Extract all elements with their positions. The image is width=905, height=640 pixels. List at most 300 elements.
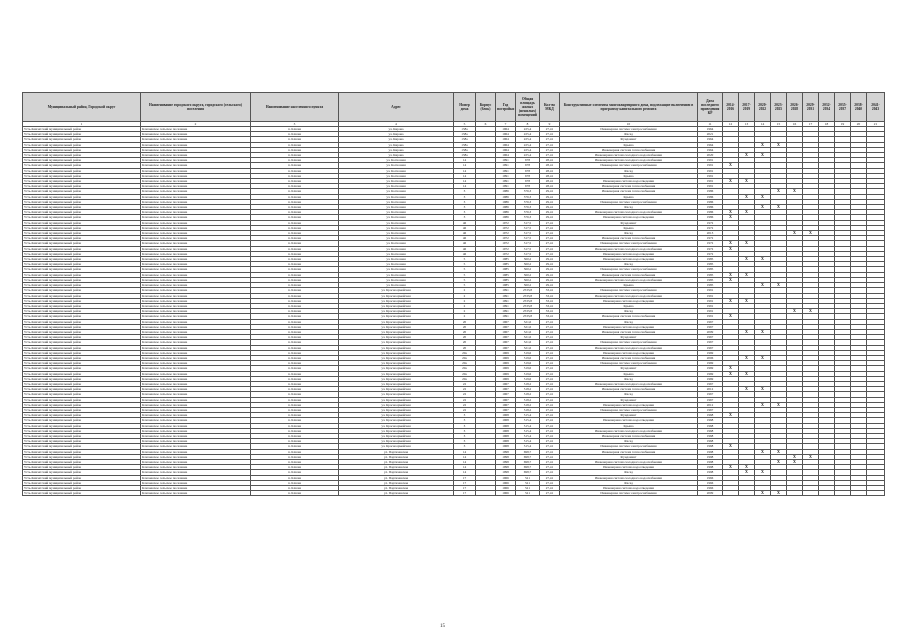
district-cell: Усть-Камчатский муниципальный район [23,397,141,402]
count-cell: 27,41 [540,449,560,454]
house-number-cell: 46 [454,241,476,246]
locality-cell: п. Ключи [251,465,339,470]
count-cell: 29,41 [540,267,560,272]
last-repair-cell: 1969 [698,361,723,366]
last-repair-cell: 1986 [698,210,723,215]
house-number-cell: 2 [454,309,476,314]
area-cell: 698,7 [516,470,540,475]
build-year-cell: 1985 [496,272,516,277]
element-cell: Инженерная система водоотведения [560,257,698,262]
settlement-cell: Ключевское сельское поселение [141,329,251,334]
settlement-cell: Ключевское сельское поселение [141,147,251,152]
locality-cell: п. Ключи [251,491,339,496]
district-cell: Усть-Камчатский муниципальный район [23,454,141,459]
house-number-cell: 20а [454,350,476,355]
build-year-cell: 1991 [496,298,516,303]
district-cell: Усть-Камчатский муниципальный район [23,231,141,236]
period-cell: X [771,402,787,407]
area-cell: 2533,8 [516,288,540,293]
count-cell: 27,41 [540,335,560,340]
element-cell: Фундамент [560,397,698,402]
locality-cell: п. Ключи [251,371,339,376]
count-cell: 27,41 [540,376,560,381]
settlement-cell: Ключевское сельское поселение [141,199,251,204]
element-cell: Фундамент [560,413,698,418]
locality-cell: п. Ключи [251,303,339,308]
settlement-cell: Ключевское сельское поселение [141,194,251,199]
house-number-cell: 14 [454,460,476,465]
locality-cell: п. Ключи [251,277,339,282]
house-number-cell: 22 [454,402,476,407]
settlement-cell: Ключевское сельское поселение [141,314,251,319]
locality-cell: п. Ключи [251,319,339,324]
element-cell: Инженерная система холодного водоснабжения [560,460,698,465]
area-cell: 678 [516,163,540,168]
address-cell: ул. Кирова [339,127,454,132]
count-cell: 27,41 [540,225,560,230]
settlement-cell: Ключевское сельское поселение [141,298,251,303]
locality-cell: п. Ключи [251,210,339,215]
build-year-cell: 1967 [496,335,516,340]
last-repair-cell: 1968 [698,444,723,449]
last-repair-cell: 1991 [698,179,723,184]
settlement-cell: Ключевское сельское поселение [141,262,251,267]
build-year-cell: 1991 [496,158,516,163]
locality-cell: п. Ключи [251,376,339,381]
last-repair-cell: 1986 [698,199,723,204]
period-cell: X [723,241,739,246]
last-repair-cell: 1991 [698,293,723,298]
build-year-cell: 1985 [496,267,516,272]
count-cell: 27,41 [540,345,560,350]
address-cell: ул. Колхозная [339,251,454,256]
address-cell: ул. Кирова [339,132,454,137]
house-number-cell: 3 [454,189,476,194]
last-repair-cell: 1964 [698,142,723,147]
settlement-cell: Ключевское сельское поселение [141,340,251,345]
element-cell: Крыша [560,371,698,376]
area-cell: 518,2 [516,387,540,392]
locality-cell: п. Ключи [251,194,339,199]
table-header [23,93,885,127]
locality-cell: п. Ключи [251,402,339,407]
build-year-cell: 1964 [496,127,516,132]
area-cell: 317,5 [516,231,540,236]
locality-cell: п. Ключи [251,184,339,189]
district-cell: Усть-Камчатский муниципальный район [23,381,141,386]
address-cell: ул. Партизанская [339,449,454,454]
element-cell: Фасад [560,132,698,137]
period-cell: X [803,231,819,236]
element-cell: Инженерная система электроснабжения [560,407,698,412]
district-cell: Усть-Камчатский муниципальный район [23,433,141,438]
district-cell: Усть-Камчатский муниципальный район [23,303,141,308]
district-cell: Усть-Камчатский муниципальный район [23,340,141,345]
last-repair-cell: 1969 [698,350,723,355]
last-repair-cell: 1998 [698,449,723,454]
build-year-cell: 1967 [496,345,516,350]
period-cell: X [723,215,739,220]
settlement-cell: Ключевское сельское поселение [141,137,251,142]
element-cell: Инженерная система холодного водоснабжения [560,246,698,251]
house-number-cell: 138а [454,127,476,132]
district-cell: Усть-Камчатский муниципальный район [23,298,141,303]
column-header: Наименование городского округа, городского (сельского) поселения [141,93,251,122]
area-cell: 698,7 [516,454,540,459]
build-year-cell: 1964 [496,132,516,137]
column-header: 2029-2031 [803,93,819,122]
locality-cell: п. Ключи [251,132,339,137]
element-cell: Фасад [560,319,698,324]
period-cell: X [723,277,739,282]
count-cell: 29,41 [540,199,560,204]
element-cell: Инженерная система электроснабжения [560,127,698,132]
settlement-cell: Ключевское сельское поселение [141,303,251,308]
area-cell: 317,5 [516,236,540,241]
column-number: 13 [739,122,755,127]
count-cell: 33,41 [540,298,560,303]
build-year-cell: 1991 [496,293,516,298]
locality-cell: п. Ключи [251,460,339,465]
period-cell [739,491,755,496]
element-cell: Инженерная система водоотведения [560,298,698,303]
element-cell: Фасад [560,376,698,381]
district-cell: Усть-Камчатский муниципальный район [23,475,141,480]
last-repair-cell: 2009 [698,491,723,496]
district-cell: Усть-Камчатский муниципальный район [23,376,141,381]
period-cell: X [787,454,803,459]
last-repair-cell: 1968 [698,423,723,428]
count-cell: 27,41 [540,241,560,246]
element-cell: Фасад [560,470,698,475]
area-cell: 521,6 [516,319,540,324]
locality-cell: п. Ключи [251,486,339,491]
area-cell: 317,5 [516,220,540,225]
period-cell: X [755,470,771,475]
count-cell: 27,41 [540,407,560,412]
area-cell: 518,2 [516,392,540,397]
count-cell: 27,41 [540,137,560,142]
column-header: 2032-2034 [819,93,835,122]
area-cell: 576,3 [516,210,540,215]
build-year-cell: 1985 [496,257,516,262]
count-cell: 27,41 [540,480,560,485]
column-header: Номер дома [454,93,476,122]
count-cell: 27,41 [540,366,560,371]
settlement-cell: Ключевское сельское поселение [141,283,251,288]
district-cell: Усть-Камчатский муниципальный район [23,251,141,256]
area-cell: 2533,8 [516,303,540,308]
house-number-cell: 138а [454,137,476,142]
column-header: 2023-2025 [771,93,787,122]
locality-cell: п. Ключи [251,283,339,288]
settlement-cell: Ключевское сельское поселение [141,381,251,386]
locality-cell: п. Ключи [251,199,339,204]
element-cell: Инженерная система холодного водоснабжения [560,210,698,215]
build-year-cell: 1972 [496,225,516,230]
district-cell: Усть-Камчатский муниципальный район [23,220,141,225]
locality-cell: п. Ключи [251,251,339,256]
settlement-cell: Ключевское сельское поселение [141,465,251,470]
locality-cell: п. Ключи [251,413,339,418]
count-cell: 27,41 [540,127,560,132]
element-cell: Фасад [560,439,698,444]
build-year-cell: 1972 [496,246,516,251]
locality-cell: п. Ключи [251,433,339,438]
last-repair-cell: 2012 [698,402,723,407]
area-cell: 518,2 [516,397,540,402]
address-cell: ул. Партизанская [339,465,454,470]
address-cell: ул. Партизанская [339,460,454,465]
period-cell: X [755,329,771,334]
last-repair-cell: 1967 [698,324,723,329]
house-number-cell: 22 [454,392,476,397]
address-cell: ул. Кирова [339,153,454,158]
period-cell: X [723,272,739,277]
last-repair-cell: 1986 [698,194,723,199]
column-number: 15 [771,122,787,127]
element-cell: Крыша [560,194,698,199]
address-cell: ул. Красноармейская [339,433,454,438]
period-cell: X [739,194,755,199]
period-cell: X [787,189,803,194]
element-cell: Инженерная система электроснабжения [560,199,698,204]
last-repair-cell: 1968 [698,439,723,444]
column-header: Дата последнего проведения КР [698,93,723,122]
district-cell: Усть-Камчатский муниципальный район [23,215,141,220]
district-cell: Усть-Камчатский муниципальный район [23,236,141,241]
period-cell: X [739,179,755,184]
locality-cell: п. Ключи [251,407,339,412]
count-cell: 28,41 [540,179,560,184]
locality-cell: п. Ключи [251,428,339,433]
district-cell: Усть-Камчатский муниципальный район [23,137,141,142]
house-number-cell: 5 [454,257,476,262]
element-cell: Инженерная система водоотведения [560,465,698,470]
last-repair-cell: 1967 [698,345,723,350]
settlement-cell: Ключевское сельское поселение [141,236,251,241]
district-cell: Усть-Камчатский муниципальный район [23,277,141,282]
last-repair-cell: 1991 [698,303,723,308]
last-repair-cell: 1991 [698,168,723,173]
last-repair-cell: 1991 [698,158,723,163]
settlement-cell: Ключевское сельское поселение [141,428,251,433]
period-cell: X [771,491,787,496]
address-cell: ул. Кирова [339,147,454,152]
column-header: Корпус (блок) [476,93,496,122]
count-cell: 33,41 [540,309,560,314]
build-year-cell: 1964 [496,153,516,158]
settlement-cell: Ключевское сельское поселение [141,189,251,194]
build-year-cell: 1985 [496,277,516,282]
district-cell: Усть-Камчатский муниципальный район [23,350,141,355]
address-cell: ул. Колхозная [339,194,454,199]
area-cell: 515,4 [516,418,540,423]
district-cell: Усть-Камчатский муниципальный район [23,314,141,319]
element-cell: Инженерная система водоотведения [560,251,698,256]
address-cell: ул. Колхозная [339,225,454,230]
house-number-cell: 138а [454,132,476,137]
count-cell: 27,41 [540,355,560,360]
settlement-cell: Ключевское сельское поселение [141,407,251,412]
build-year-cell: 1966 [496,480,516,485]
locality-cell: п. Ключи [251,189,339,194]
house-number-cell: 20 [454,345,476,350]
count-cell: 27,41 [540,324,560,329]
period-cell: X [739,153,755,158]
locality-cell: п. Ключи [251,470,339,475]
address-cell: ул. Партизанская [339,480,454,485]
locality-cell: п. Ключи [251,127,339,132]
area-cell: 576,3 [516,215,540,220]
locality-cell: п. Ключи [251,272,339,277]
count-cell: 29,41 [540,277,560,282]
district-cell: Усть-Камчатский муниципальный район [23,194,141,199]
element-cell: Инженерная система теплоснабжения [560,272,698,277]
element-cell: Инженерная система холодного водоснабжения [560,381,698,386]
period-cell: X [787,460,803,465]
last-repair-cell: 1985 [698,283,723,288]
last-repair-cell: 1964 [698,137,723,142]
build-year-cell: 1969 [496,366,516,371]
build-year-cell: 1972 [496,231,516,236]
last-repair-cell: 1968 [698,433,723,438]
house-number-cell: 14 [454,184,476,189]
house-number-cell: 138а [454,142,476,147]
locality-cell: п. Ключи [251,267,339,272]
district-cell: Усть-Камчатский муниципальный район [23,444,141,449]
address-cell: ул. Колхозная [339,267,454,272]
locality-cell: п. Ключи [251,397,339,402]
last-repair-cell: 1967 [698,381,723,386]
locality-cell: п. Ключи [251,298,339,303]
settlement-cell: Ключевское сельское поселение [141,179,251,184]
district-cell: Усть-Камчатский муниципальный район [23,309,141,314]
build-year-cell: 1998 [496,460,516,465]
last-repair-cell: 1991 [698,314,723,319]
address-cell: ул. Красноармейская [339,324,454,329]
build-year-cell: 1968 [496,423,516,428]
period-cell: X [787,309,803,314]
district-cell: Усть-Камчатский муниципальный район [23,428,141,433]
house-number-cell: 3 [454,413,476,418]
area-cell: 576,3 [516,194,540,199]
settlement-cell: Ключевское сельское поселение [141,418,251,423]
settlement-cell: Ключевское сельское поселение [141,231,251,236]
area-cell: 515,4 [516,428,540,433]
element-cell: Фасад [560,231,698,236]
house-number-cell: 3 [454,428,476,433]
settlement-cell: Ключевское сельское поселение [141,335,251,340]
address-cell: ул. Красноармейская [339,298,454,303]
district-cell: Усть-Камчатский муниципальный район [23,288,141,293]
district-cell: Усть-Камчатский муниципальный район [23,262,141,267]
build-year-cell: 1998 [496,454,516,459]
element-cell: Инженерная система водоотведения [560,402,698,407]
house-number-cell: 5 [454,262,476,267]
address-cell: ул. Колхозная [339,163,454,168]
address-cell: ул. Красноармейская [339,293,454,298]
last-repair-cell: 1967 [698,407,723,412]
element-cell: Инженерная система электроснабжения [560,267,698,272]
address-cell: ул. Красноармейская [339,444,454,449]
address-cell: ул. Красноармейская [339,402,454,407]
build-year-cell: 1967 [496,324,516,329]
address-cell: ул. Красноармейская [339,397,454,402]
element-cell: Фундамент [560,366,698,371]
area-cell: 698,7 [516,460,540,465]
locality-cell: п. Ключи [251,392,339,397]
period-cell: X [803,309,819,314]
address-cell: ул. Красноармейская [339,392,454,397]
last-repair-cell: 1985 [698,272,723,277]
element-cell: Инженерная система теплоснабжения [560,355,698,360]
last-repair-cell: 1966 [698,475,723,480]
last-repair-cell: 2012 [698,387,723,392]
district-cell: Усть-Камчатский муниципальный район [23,293,141,298]
period-cell: X [723,298,739,303]
count-cell: 27,41 [540,491,560,496]
house-number-cell: 2 [454,293,476,298]
locality-cell: п. Ключи [251,137,339,142]
build-year-cell: 1967 [496,397,516,402]
column-number: 17 [803,122,819,127]
area-cell: 521,6 [516,335,540,340]
period-cell [819,491,835,496]
element-cell: Инженерная система холодного водоснабжения [560,475,698,480]
house-number-cell: 5 [454,272,476,277]
settlement-cell: Ключевское сельское поселение [141,324,251,329]
build-year-cell: 1991 [496,314,516,319]
count-cell: 27,41 [540,470,560,475]
district-cell: Усть-Камчатский муниципальный район [23,324,141,329]
house-number-cell: 22 [454,407,476,412]
settlement-cell: Ключевское сельское поселение [141,246,251,251]
area-cell: 225,4 [516,142,540,147]
house-number-cell: 46 [454,225,476,230]
last-repair-cell: 1968 [698,428,723,433]
period-cell: X [723,366,739,371]
locality-cell: п. Ключи [251,163,339,168]
house-number-cell: 2 [454,298,476,303]
locality-cell: п. Ключи [251,444,339,449]
build-year-cell: 1967 [496,381,516,386]
district-cell: Усть-Камчатский муниципальный район [23,470,141,475]
locality-cell: п. Ключи [251,231,339,236]
area-cell: 521,6 [516,324,540,329]
count-cell: 27,41 [540,147,560,152]
column-number: 21 [867,122,885,127]
build-year-cell: 1998 [496,449,516,454]
period-cell: X [771,283,787,288]
district-cell: Усть-Камчатский муниципальный район [23,272,141,277]
locality-cell: п. Ключи [251,142,339,147]
page-number: 15 [440,624,445,629]
last-repair-cell: 1991 [698,173,723,178]
last-repair-cell: 1985 [698,267,723,272]
house-number-cell: 14 [454,179,476,184]
build-year-cell: 1991 [496,309,516,314]
district-cell: Усть-Камчатский муниципальный район [23,163,141,168]
build-year-cell: 1969 [496,371,516,376]
settlement-cell: Ключевское сельское поселение [141,288,251,293]
column-number: 19 [835,122,851,127]
period-cell: X [739,470,755,475]
build-year-cell: 1991 [496,179,516,184]
settlement-cell: Ключевское сельское поселение [141,257,251,262]
district-cell: Усть-Камчатский муниципальный район [23,480,141,485]
period-cell: X [723,163,739,168]
